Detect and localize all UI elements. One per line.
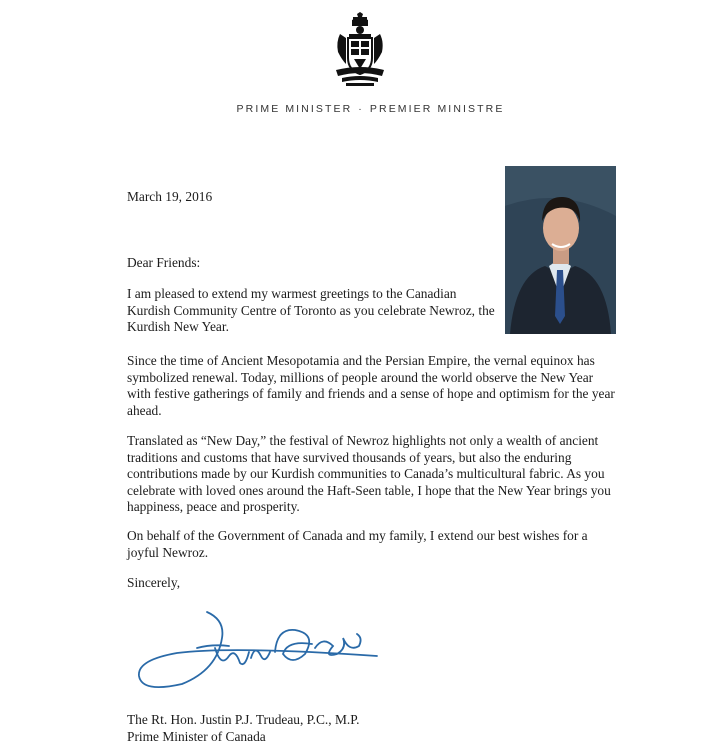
coat-of-arms-icon xyxy=(332,12,388,88)
office-separator: · xyxy=(358,103,364,115)
letter-date: March 19, 2016 xyxy=(127,189,213,204)
letter-paragraph-3: Translated as “New Day,” the festival of Newroz highlights not only a wealth of ancient traditions and customs that have survived thousands of years, but also the enduring contributions made by our Kurdish communities to Canada’s multicultural fabric. As you celebrate with loved ones around the Haft-Seen table, I hope that the New Year brings you happiness, peace and prosperity. xyxy=(127,433,611,515)
portrait-photo xyxy=(505,166,616,334)
signer-name: The Rt. Hon. Justin P.J. Trudeau, P.C., M.P. xyxy=(127,712,360,727)
letter-paragraph-1: I am pleased to extend my warmest greetings to the Canadian Kurdish Community Centre of Toronto as you celebrate Newroz, the Kurdish New Year. xyxy=(127,286,495,335)
letter-closing: Sincerely, xyxy=(127,575,181,590)
office-title-en: PRIME MINISTER xyxy=(236,103,353,115)
signer-title: Prime Minister of Canada xyxy=(127,729,266,744)
handwritten-signature xyxy=(137,608,382,690)
letter-greeting: Dear Friends: xyxy=(127,255,201,270)
letter-paragraph-4: On behalf of the Government of Canada and my family, I extend our best wishes for a joyful Newroz. xyxy=(127,528,588,560)
letterhead-office-line xyxy=(0,103,701,115)
letter-paragraph-2: Since the time of Ancient Mesopotamia and the Persian Empire, the vernal equinox has symbolized renewal. Today, millions of people around the world observe the New Year with festive gatherings of family and friends and a sense of hope and optimism for the year ahead. xyxy=(127,353,615,418)
office-title-fr: PREMIER MINISTRE xyxy=(369,103,505,115)
